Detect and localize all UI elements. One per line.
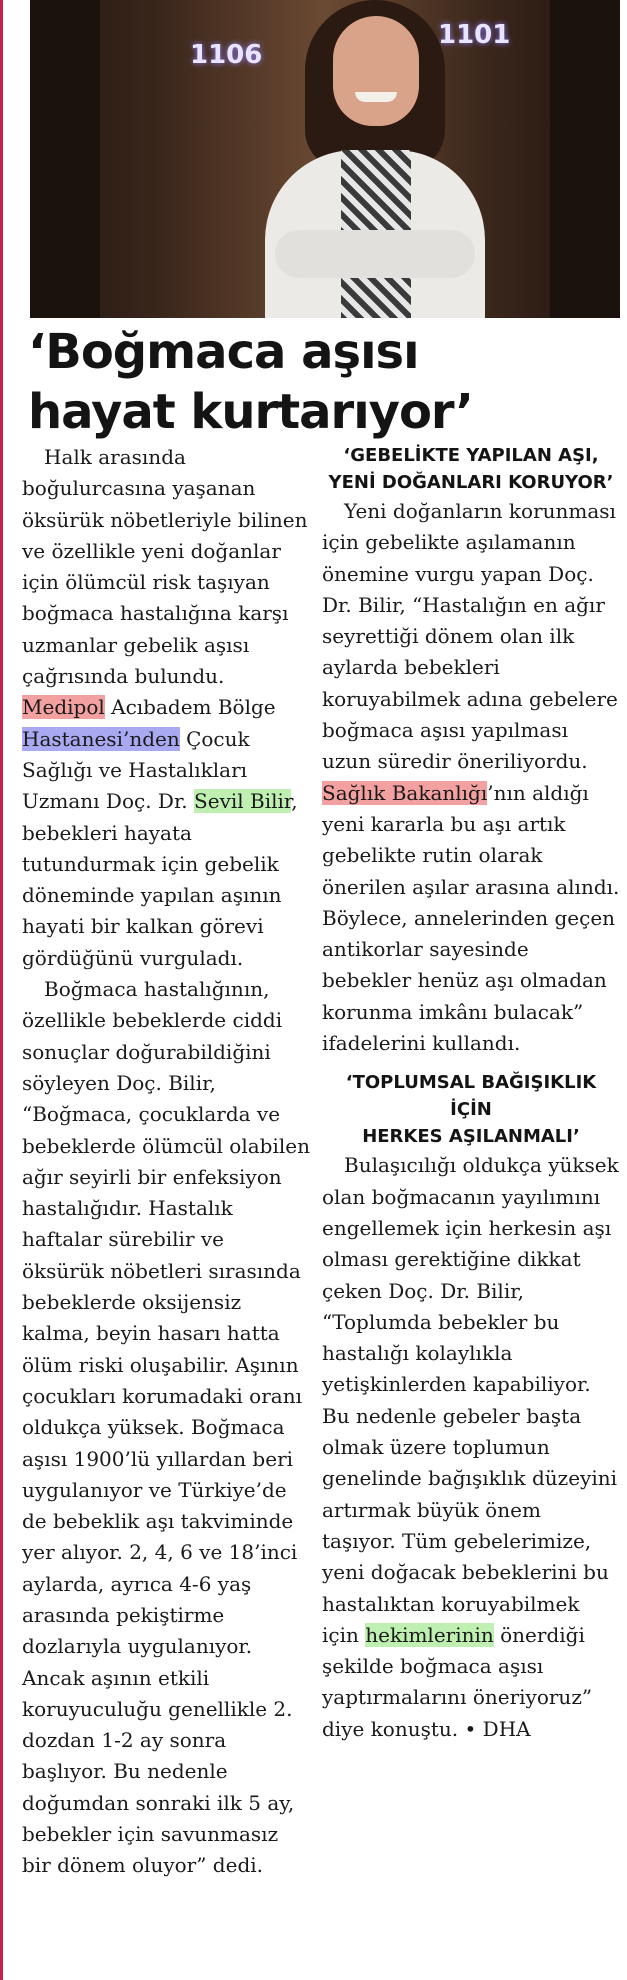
accent-rule (0, 0, 3, 1980)
door-number-left: 1106 (190, 40, 263, 70)
highlight-doctor-name: Sevil Bilir (194, 789, 292, 814)
paragraph-immunity (322, 1150, 620, 1745)
photo-door-right (550, 0, 620, 318)
paragraph-disease: Boğmaca hastalığının, özellikle bebeklerde ciddi sonuçlar doğurabildiğini söyleyen Doç. Bilir, “Boğmaca, çocuklarda ve bebeklerde ölümcül olabilen ağır seyirli bir enfeksiyon hastalığıdır. Hastalık haftalar sürebilir ve öksürük nöbetleri sırasında bebeklerde oksijensiz kalma, beyin hasarı hatta ölüm riski oluşabilir. Aşının çocukları korumadaki oranı oldukça yüksek. Boğmaca aşısı 1900’lü yıllardan beri uygulanıyor ve Türkiye’de de bebeklik aşı takviminde yer alıyor. 2, 4, 6 ve 18’inci aylarda, ayrıca 4-6 yaş arasında pekiştirme dozlarıyla uygulanıyor. Ancak aşının etkili koruyuculuğu genellikle 2. dozdan 1-2 ay sonra başlıyor. Bu nedenle doğumdan sonraki ilk 5 ay, bebekler için savunmasız bir dönem oluyor” dedi. (22, 977, 310, 1878)
pregnancy-text: Yeni doğanların korunması için gebelikte aşılamanın önemine vurgu yapan Doç. Dr. Bilir, “Hastalığın en ağır seyrettiği dönem olan ilk aylarda bebekleri koruyabilmek adına gebelere boğmaca aşısı yapılması uzun süredir öneriliyordu. (322, 499, 618, 774)
headline-line-2: hayat kurtarıyor’ (28, 384, 473, 440)
intro-text: Halk arasında boğulurcasına yaşanan öksürük nöbetleriyle bilinen ve özellikle yeni doğanlar için ölümcül risk taşıyan boğmaca hastalığına karşı uzmanlar gebelik aşısı çağrısında bulundu. (22, 445, 308, 689)
subheading-immunity (322, 1069, 620, 1150)
door-number-right: 1101 (438, 20, 511, 50)
paragraph-intro (22, 442, 312, 974)
headline-line-1: ‘Boğmaca aşısı (28, 324, 419, 380)
intro-text: , bebekleri hayata tutundurmak için gebelik döneminde yapılan aşının hayati bir kalkan görevi gördüğünü vurguladı. (22, 789, 298, 970)
subheading-pregnancy (322, 442, 620, 496)
left-column (22, 442, 312, 1882)
paragraph-pregnancy (322, 496, 620, 1059)
highlight-ministry: Sağlık Bakanlığı (322, 780, 488, 805)
immunity-text: Bulaşıcılığı oldukça yüksek olan boğmacanın yayılımını engellemek için herkesin aşı olması gerektiğine dikkat çeken Doç. Dr. Bilir, “Toplumda bebekler bu hastalığı kolaylıkla yetişkinlerden kapabiliyor. Bu nedenle gebeler başta olmak üzere toplumun genelinde bağışıklık düzeyini artırmak büyük önem taşıyor. Tüm gebelerimize, yeni doğacak bebeklerini bu hastalıktan koruyabilmek için (322, 1153, 619, 1647)
immunity-text: önerdiği şekilde boğmaca aşısı yaptırmalarını öneriyoruz” diye konuştu. • DHA (322, 1622, 593, 1741)
doctor-portrait (255, 0, 511, 318)
article-photo (30, 0, 620, 318)
right-column (322, 442, 620, 1745)
photo-door-left (30, 0, 100, 318)
subheading-line: ‘GEBELİKTE YAPILAN AŞI, (343, 445, 599, 466)
highlight-physicians: hekimlerinin (365, 1622, 494, 1647)
subheading-line: HERKES AŞILANMALI’ (362, 1126, 580, 1148)
pregnancy-text: ’nın aldığı yeni kararla bu aşı artık gebelikte rutin olarak önerilen aşılar arasına alındı. Böylece, annelerinden geçen antikorlar sayesinde bebekler henüz aşı olmadan korunma imkânı bulacak” ifadelerini kullandı. (322, 780, 620, 1056)
intro-text: Çocuk Sağlığı ve Hastalıkları Uzmanı Doç. Dr. (22, 726, 250, 814)
highlight-hospital: Hastanesi’nden (22, 726, 180, 751)
intro-text: Acıbadem Bölge (104, 695, 276, 720)
highlight-medipol: Medipol (22, 695, 105, 720)
subheading-line: ‘TOPLUMSAL BAĞIŞIKLIK İÇİN (345, 1072, 597, 1121)
headline (28, 322, 588, 442)
subheading-line: YENİ DOĞANLARI KORUYOR’ (328, 472, 614, 493)
